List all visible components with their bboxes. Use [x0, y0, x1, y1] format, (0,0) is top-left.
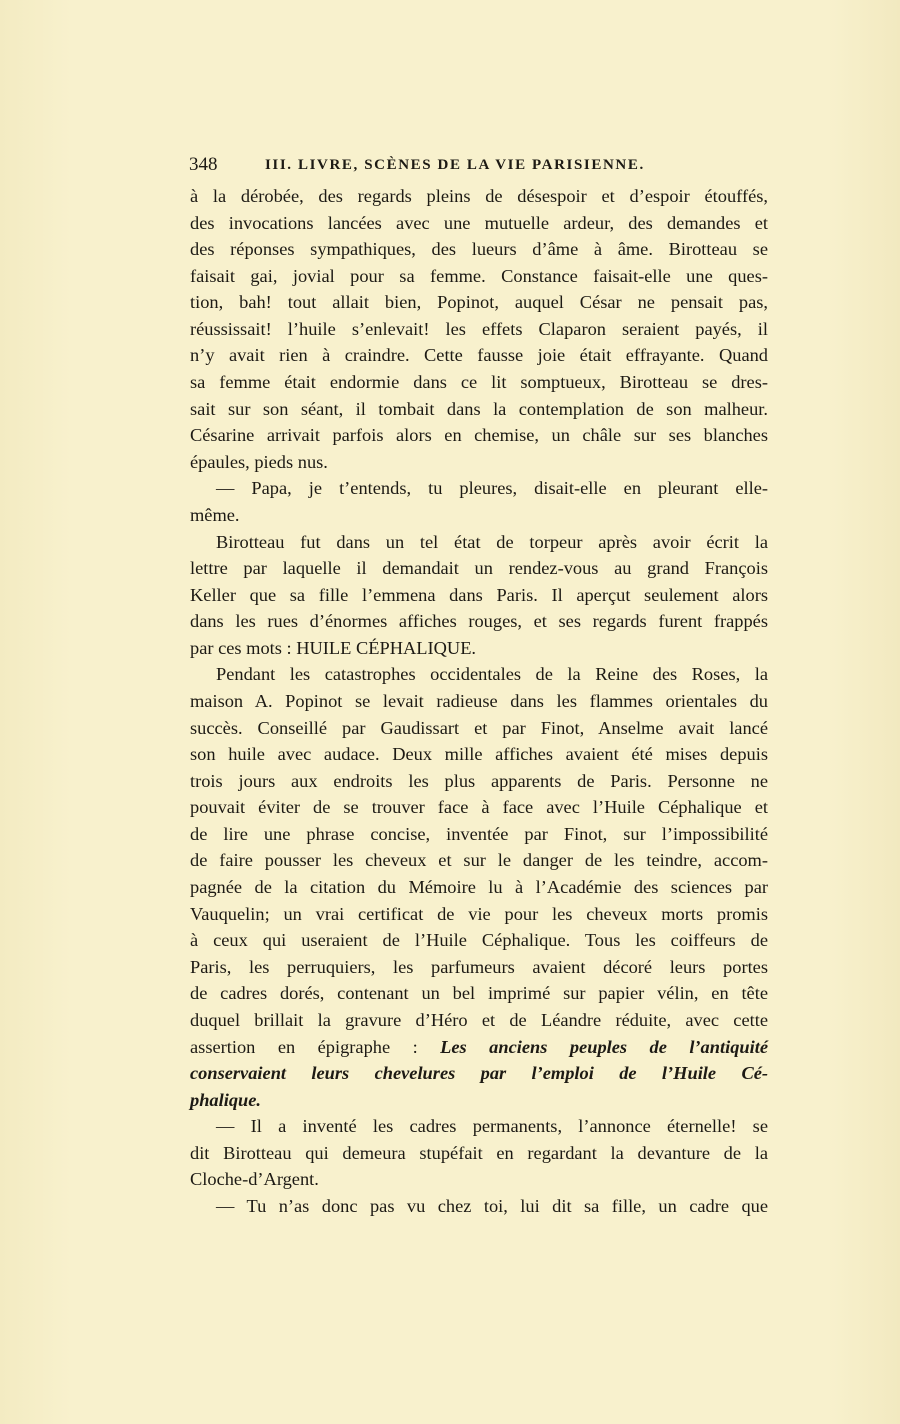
- text-line: [190, 821, 768, 848]
- line-text: sait sur son séant, il tombait dans la contemplation de son malheur.: [190, 398, 768, 419]
- line-text: Césarine arrivait parfois alors en chemise, un châle sur ses blanches: [190, 425, 768, 446]
- text-line: [190, 608, 768, 635]
- line-text: trois jours aux endroits les plus apparents de Paris. Personne ne: [190, 770, 768, 791]
- line-text: à ceux qui useraient de l’Huile Céphalique. Tous les coiffeurs de: [190, 930, 768, 951]
- line-text: à la dérobée, des regards pleins de désespoir et d’espoir étouffés,: [190, 186, 768, 206]
- text-line: [190, 316, 768, 343]
- line-text: même.: [190, 504, 240, 525]
- text-line: [190, 1060, 768, 1087]
- text-line: [190, 954, 768, 981]
- line-text: succès. Conseillé par Gaudissart et par Finot, Anselme avait lancé: [190, 717, 768, 738]
- line-text: dit Birotteau qui demeura stupéfait en regardant la devanture de la: [190, 1142, 768, 1163]
- text-line: [190, 688, 768, 715]
- line-text: des invocations lancées avec une mutuelle ardeur, des demandes et: [190, 212, 768, 233]
- line-text: Cloche-d’Argent.: [190, 1169, 319, 1190]
- page-number: 348: [189, 154, 218, 175]
- text-line: [190, 1087, 768, 1114]
- line-text: son huile avec audace. Deux mille affiches avaient été mises depuis: [190, 744, 768, 765]
- text-line: [190, 263, 768, 290]
- line-text: n’y avait rien à craindre. Cette fausse joie était effrayante. Quand: [190, 345, 768, 366]
- text-line: [190, 635, 768, 662]
- line-text: sa femme était endormie dans ce lit somptueux, Birotteau se dres-: [190, 372, 768, 393]
- line-text: faisait gai, jovial pour sa femme. Constance faisait-elle une ques-: [190, 265, 768, 286]
- line-text: pagnée de la citation du Mémoire lu à l’Académie des sciences par: [190, 877, 768, 898]
- line-text: tion, bah! tout allait bien, Popinot, auquel César ne pensait pas,: [190, 292, 768, 313]
- text-line: [190, 980, 768, 1007]
- text-line: [190, 741, 768, 768]
- text-line: [190, 768, 768, 795]
- line-text: dans les rues d’énormes affiches rouges, et ses regards furent frappés: [190, 611, 768, 632]
- line-text: — Tu n’as donc pas vu chez toi, lui dit sa fille, un cadre que: [216, 1195, 768, 1216]
- text-line: [190, 847, 768, 874]
- text-line: [190, 396, 768, 423]
- line-text: — Papa, je t’entends, tu pleures, disait-elle en pleurant elle-: [216, 478, 768, 499]
- running-title: III. LIVRE, SCÈNES DE LA VIE PARISIENNE.: [265, 157, 645, 173]
- line-text: Pendant les catastrophes occidentales de la Reine des Roses, la: [216, 664, 768, 685]
- line-text: — Il a inventé les cadres permanents, l’annonce éternelle! se: [216, 1116, 768, 1137]
- text-line: [190, 1166, 768, 1193]
- line-text: duquel brillait la gravure d’Héro et de Léandre réduite, avec cette: [190, 1009, 768, 1030]
- line-text: Paris, les perruquiers, les parfumeurs avaient décoré leurs portes: [190, 956, 768, 977]
- text-line: [190, 342, 768, 369]
- line-text: lettre par laquelle il demandait un rendez-vous au grand François: [190, 558, 768, 579]
- text-line: [190, 289, 768, 316]
- italic-epigraph-text: phalique.: [190, 1089, 262, 1110]
- line-text: de cadres dorés, contenant un bel imprimé sur papier vélin, en tête: [190, 983, 768, 1004]
- text-line: [190, 1113, 768, 1140]
- text-line: [190, 502, 768, 529]
- italic-epigraph-text: conservaient leurs chevelures par l’emploi de l’Huile Cé-: [190, 1063, 768, 1084]
- text-line: [190, 183, 768, 210]
- line-text: réussissait! l’huile s’enlevait! les effets Claparon seraient payés, il: [190, 318, 768, 339]
- text-line: [190, 794, 768, 821]
- text-line: [190, 422, 768, 449]
- text-line: [190, 475, 768, 502]
- text-line: [190, 1193, 768, 1220]
- text-line: [190, 661, 768, 688]
- line-text: par ces mots : HUILE CÉPHALIQUE.: [190, 637, 477, 658]
- line-text: Birotteau fut dans un tel état de torpeur après avoir écrit la: [216, 531, 768, 552]
- line-text: maison A. Popinot se levait radieuse dans les flammes orientales du: [190, 690, 768, 711]
- text-line: [190, 1140, 768, 1167]
- text-line: [190, 236, 768, 263]
- text-line: [190, 529, 768, 556]
- line-text: de faire pousser les cheveux et sur le danger de les teindre, accom-: [190, 850, 768, 871]
- text-line: [190, 874, 768, 901]
- text-line: [190, 582, 768, 609]
- line-text: Keller que sa fille l’emmena dans Paris. Il aperçut seulement alors: [190, 584, 768, 605]
- text-line: [190, 449, 768, 476]
- italic-epigraph-text: Les anciens peuples de l’antiquité: [440, 1036, 769, 1057]
- text-line: [190, 555, 768, 582]
- line-text: épaules, pieds nus.: [190, 451, 328, 472]
- text-line: [190, 369, 768, 396]
- line-text: assertion en épigraphe :: [190, 1036, 441, 1057]
- line-text: pouvait éviter de se trouver face à face avec l’Huile Céphalique et: [190, 797, 768, 818]
- line-text: de lire une phrase concise, inventée par Finot, sur l’impossibilité: [190, 823, 768, 844]
- page-header: [189, 152, 769, 178]
- text-line: [190, 901, 768, 928]
- text-line: [190, 927, 768, 954]
- line-text: Vauquelin; un vrai certificat de vie pour les cheveux morts promis: [190, 903, 768, 924]
- text-line: [190, 210, 768, 237]
- text-line: [190, 1007, 768, 1034]
- text-line: [190, 715, 768, 742]
- line-text: des réponses sympathiques, des lueurs d’âme à âme. Birotteau se: [190, 239, 768, 260]
- body-text: [190, 183, 768, 1220]
- text-line: [190, 1034, 768, 1061]
